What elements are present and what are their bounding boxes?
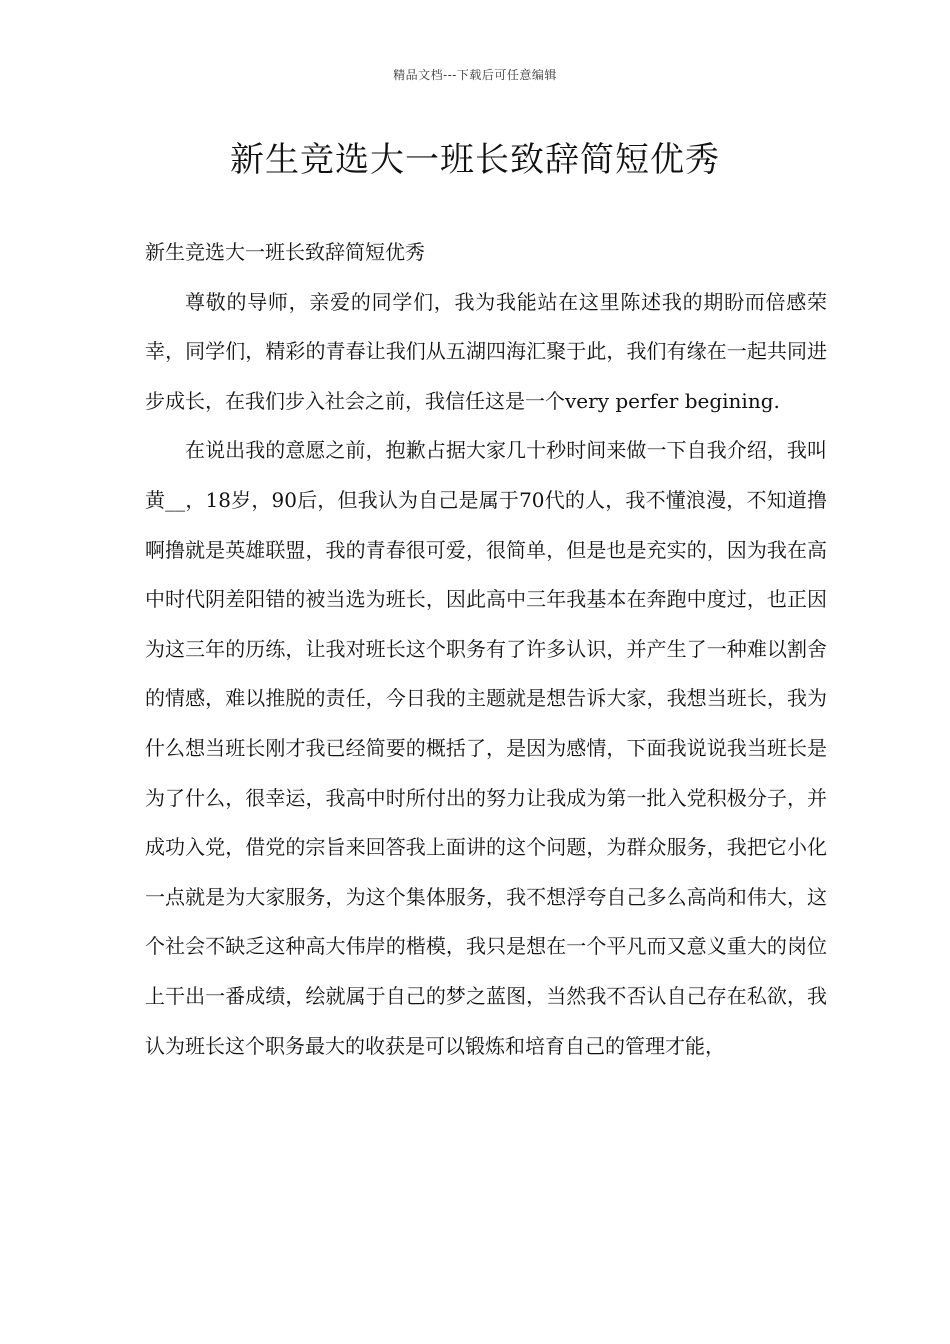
document-header-note: 精品文档---下载后可任意编辑 bbox=[393, 68, 557, 82]
paragraph-greeting: 尊敬的导师，亲爱的同学们，我为我能站在这里陈述我的期盼而倍感荣幸，同学们，精彩的青春让我们从五湖四海汇聚于此，我们有缘在一起共同进步成长，在我们步入社会之前，我信任这是一个very perfer begining. bbox=[145, 289, 827, 413]
document-body bbox=[145, 228, 827, 1071]
document-subtitle: 新生竞选大一班长致辞简短优秀 bbox=[145, 240, 425, 264]
paragraph-introduction: 在说出我的意愿之前，抱歉占据大家几十秒时间来做一下自我介绍，我叫黄__，18岁，90后，但我认为自己是属于70代的人，我不懂浪漫，不知道撸啊撸就是英雄联盟，我的青春很可爱，很简单，但是也是充实的，因为我在高中时代阴差阳错的被当选为班长，因此高中三年我基本在奔跑中度过，也正因为这三年的历练，让我对班长这个职务有了许多认识，并产生了一种难以割舍的情感，难以推脱的责任，今日我的主题就是想告诉大家，我想当班长，我为什么想当班长刚才我已经简要的概括了，是因为感情，下面我说说我当班长是为了什么，很幸运，我高中时所付出的努力让我成为第一批入党积极分子，并成功入党，借党的宗旨来回答我上面讲的这个问题，为群众服务，我把它小化一点就是为大家服务，为这个集体服务，我不想浮夸自己多么高尚和伟大，这个社会不缺乏这种高大伟岸的楷模，我只是想在一个平凡而又意义重大的岗位上干出一番成绩，绘就属于自己的梦之蓝图，当然我不否认自己存在私欲，我认为班长这个职务最大的收获是可以锻炼和培育自己的管理才能， bbox=[145, 438, 827, 1058]
document-title: 新生竞选大一班长致辞简短优秀 bbox=[230, 140, 720, 180]
